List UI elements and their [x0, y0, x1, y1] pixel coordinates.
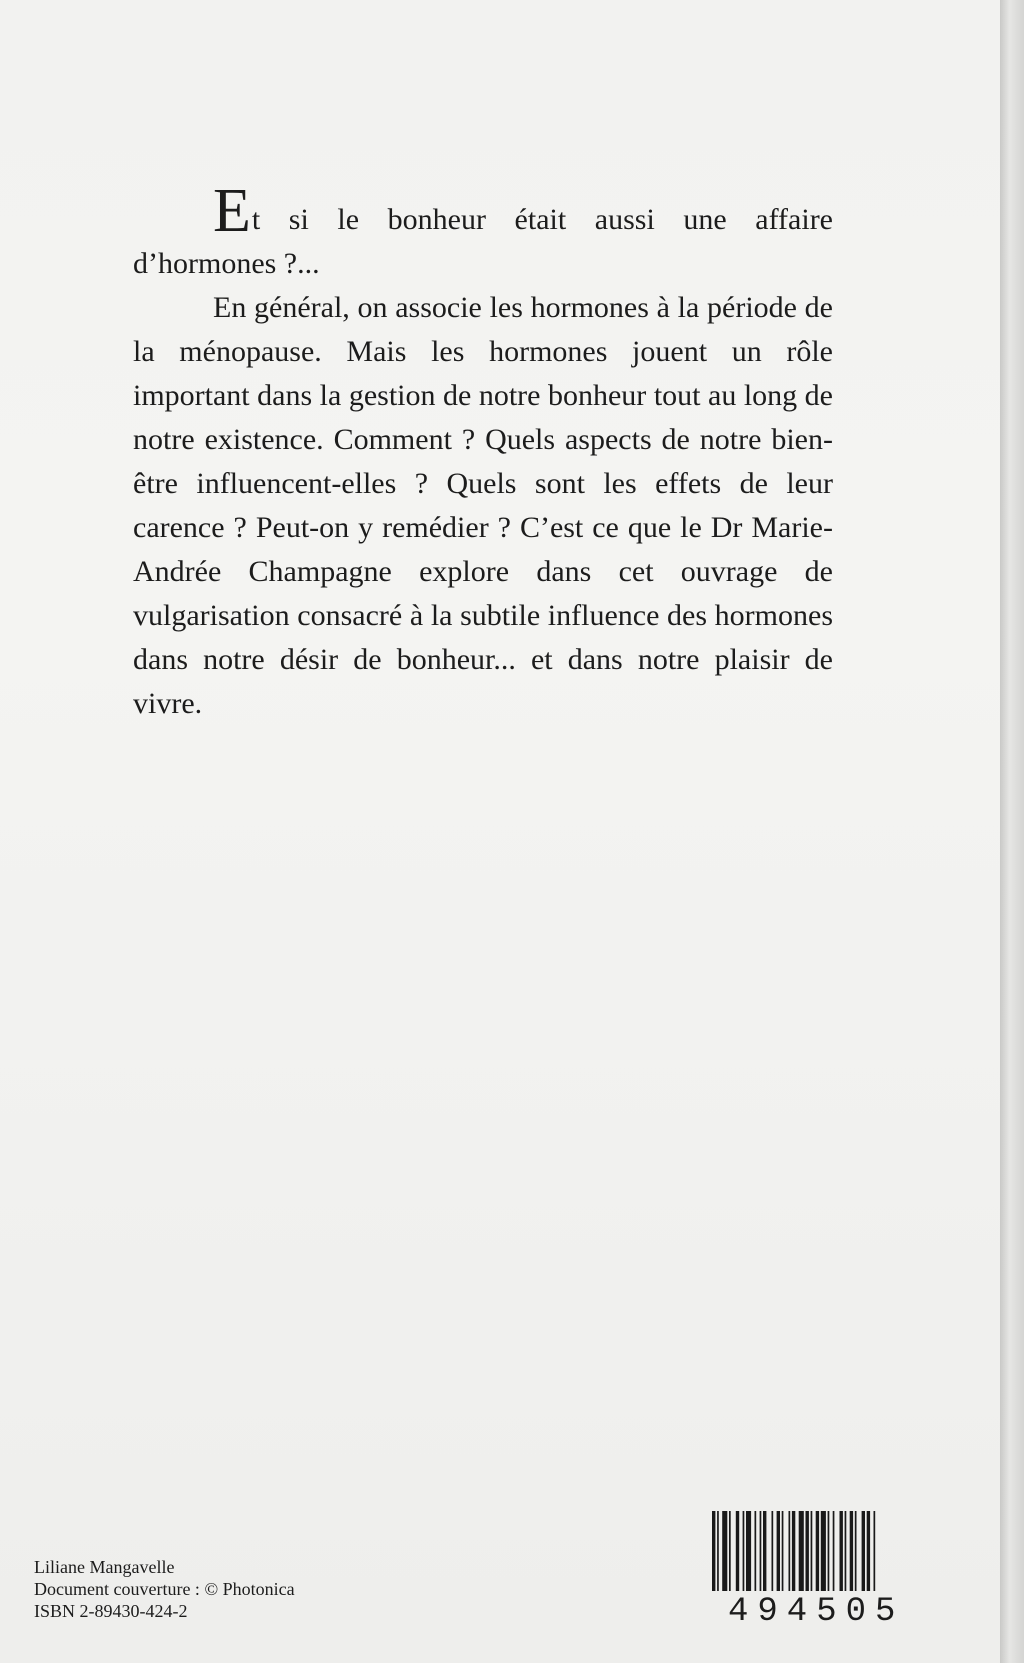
barcode-bar — [746, 1511, 751, 1591]
barcode-bar — [799, 1511, 804, 1591]
barcode-bar — [763, 1511, 766, 1591]
barcode-bar — [712, 1511, 715, 1591]
isbn-label: ISBN 2-89430-424-2 — [34, 1601, 188, 1621]
barcode-bar — [855, 1511, 857, 1591]
barcode-bar — [736, 1511, 739, 1591]
barcode-bar — [722, 1511, 727, 1591]
barcode-bar — [840, 1511, 843, 1591]
barcode-bar — [816, 1511, 819, 1591]
barcode-bar — [789, 1511, 791, 1591]
barcode-bar — [717, 1511, 719, 1591]
barcode-bar — [833, 1511, 835, 1591]
cover-photo-credit: Document couverture : © Photonica — [34, 1579, 295, 1599]
barcode — [712, 1511, 912, 1591]
blurb-first-paragraph — [133, 177, 833, 286]
barcode-bar — [806, 1511, 809, 1591]
barcode-bar — [777, 1511, 780, 1591]
barcode-number: 494505 — [728, 1593, 905, 1631]
credits-block — [34, 1556, 295, 1622]
barcode-bar — [845, 1511, 847, 1591]
barcode-bar — [867, 1511, 870, 1591]
drop-cap: E — [213, 177, 251, 245]
barcode-bar — [811, 1511, 813, 1591]
barcode-bar — [743, 1511, 745, 1591]
barcode-bar — [828, 1511, 830, 1591]
barcode-bar — [792, 1511, 795, 1591]
barcode-bar — [874, 1511, 876, 1591]
designer-credit: Liliane Mangavelle — [34, 1557, 175, 1577]
book-edge — [1000, 0, 1024, 1663]
barcode-bar — [772, 1511, 774, 1591]
blurb-first-paragraph-text: t si le bonheur était aussi une affaire d’hormones ?... — [133, 203, 833, 280]
barcode-bar — [862, 1511, 865, 1591]
blurb-second-paragraph: En général, on associe les hormones à la période de la ménopause. Mais les hormones jouent un rôle important dans la gestion de notre bonheur tout au long de notre existence. Comment ? Quels aspects de notre bien-être influencent-elles ? Quels sont les effets de leur carence ? Peut-on y remédier ? C’est ce que le Dr Marie-Andrée Champagne explore dans cet ouvrage de vulgarisation consacré à la subtile influence des hormones dans notre désir de bonheur... et dans notre plaisir de vivre. — [133, 291, 833, 720]
barcode-bar — [782, 1511, 784, 1591]
barcode-bar — [821, 1511, 826, 1591]
barcode-bar — [755, 1511, 757, 1591]
back-cover-blurb — [133, 177, 833, 726]
barcode-bar — [729, 1511, 731, 1591]
barcode-graphic — [712, 1511, 912, 1591]
barcode-bar — [760, 1511, 762, 1591]
barcode-bar — [850, 1511, 853, 1591]
